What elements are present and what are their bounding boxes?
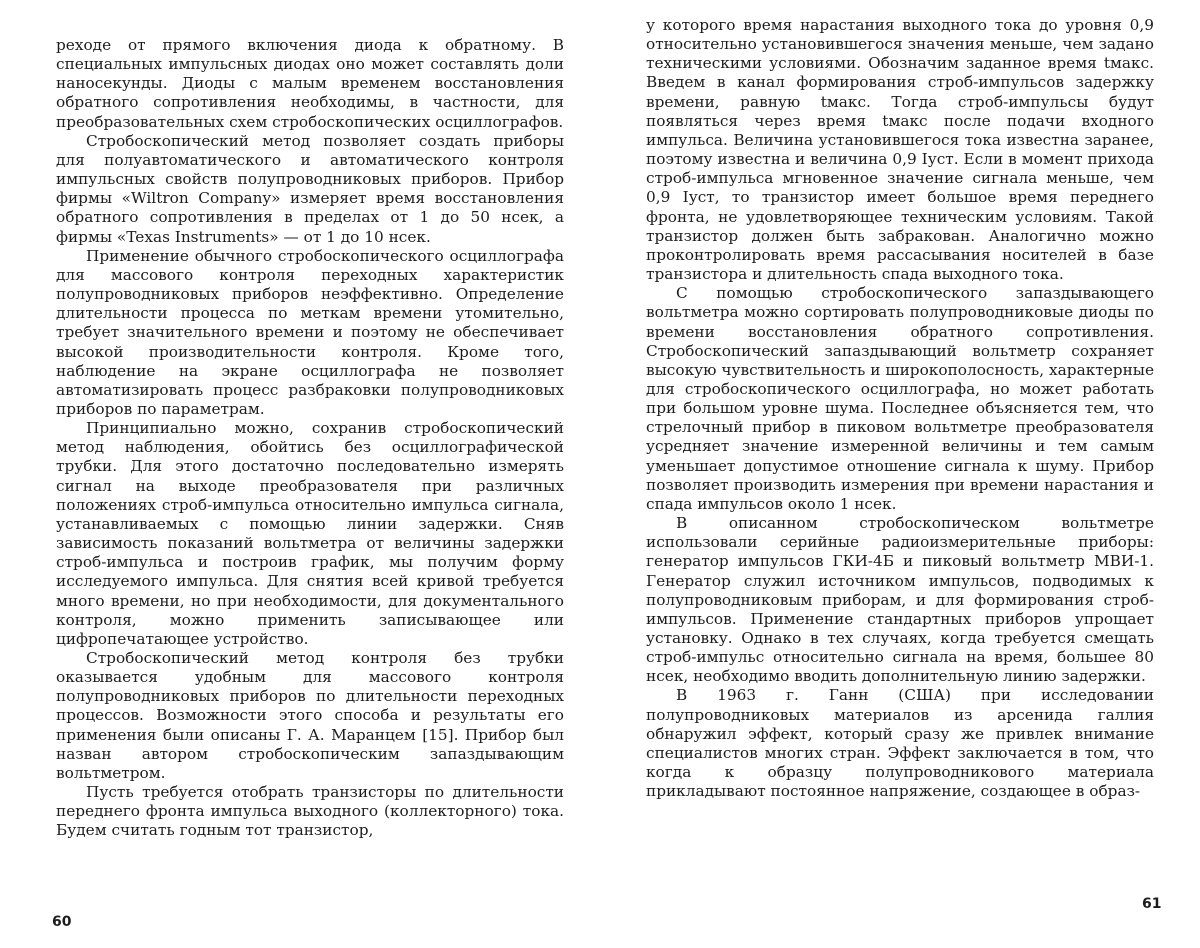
paragraph: Применение обычного стробоскопического осциллографа для массового контроля переходных характеристик полупроводниковых приборов неэффективно. Определение длительности процесса по меткам времени утомительно, требует значительного времени и поэтому не обеспечивает высокой производительности контроля. Кроме того, наблюдение на экране осциллографа не позволяет автоматизировать процесс разбраковки полупроводниковых приборов по параметрам. xyxy=(56,246,564,418)
right-page xyxy=(600,0,1200,948)
paragraph: Принципиально можно, сохранив стробоскопический метод наблюдения, обойтись без осциллографической трубки. Для этого достаточно последовательно измерять сигнал на выходе преобразователя при различных положениях строб-импульса относительно импульса сигнала, устанавливаемых с помощью линии задержки. Сняв зависимость показаний вольтметра от величины задержки строб-импульса и построив график, мы получим форму исследуемого импульса. Для снятия всей кривой требуется много времени, но при необходимости, для документального контроля, можно применить записывающее или цифропечатающее устройство. xyxy=(56,419,564,648)
paragraph: у которого время нарастания выходного тока до уровня 0,9 относительно установившегося значения меньше, чем задано техническими условиями. Обозначим заданное время tмакс. Введем в канал формирования строб-импульсов задержку времени, равную tмакс. Тогда строб-импульсы будут появляться через время tмакс после подачи входного импульса. Величина установившегося тока известна заранее, поэтому известна и величина 0,9 Iуст. Если в момент прихода строб-импульса мгновенное значение сигнала меньше, чем 0,9 Iуст, то транзистор имеет большое время переднего фронта, не удовлетворяющее техническим условиям. Такой транзистор должен быть забракован. Аналогично можно проконтролировать время рассасывания носителей в базе транзистора и длительность спада выходного тока. xyxy=(646,16,1154,284)
paragraph: В 1963 г. Ганн (США) при исследовании полупроводниковых материалов из арсенида галлия обнаружил эффект, который сразу же привлек внимание специалистов многих стран. Эффект заключается в том, что когда к образцу полупроводникового материала прикладывают постоянное напряжение, создающее в образ- xyxy=(646,686,1154,801)
paragraph: С помощью стробоскопического запаздывающего вольтметра можно сортировать полупроводниковые диоды по времени восстановления обратного сопротивления. Стробоскопический запаздывающий вольтметр сохраняет высокую чувствительность и широкополосность, характерные для стробоскопического осциллографа, но может работать при большом уровне шума. Последнее объясняется тем, что стрелочный прибор в пиковом вольтметре преобразователя усредняет значение измеренной величины и тем самым уменьшает допустимое отношение сигнала к шуму. Прибор позволяет производить измерения при времени нарастания и спада импульсов около 1 нсек. xyxy=(646,284,1154,513)
left-page-text xyxy=(56,36,564,841)
paragraph: Стробоскопический метод контроля без трубки оказывается удобным для массового контроля полупроводниковых приборов по длительности переходных процессов. Возможности этого способа и результаты его применения были описаны Г. А. Маранцем [15]. Прибор был назван автором стробоскопическим запаздывающим вольтметром. xyxy=(56,649,564,782)
page-number: 60 xyxy=(52,914,72,930)
paragraph: реходе от прямого включения диода к обратному. В специальных импульсных диодах оно может составлять доли наносекунды. Диоды с малым временем восстановления обратного сопротивления необходимы, в частности, для преобразовательных схем стробоскопических осциллографов. xyxy=(56,36,564,131)
paragraph: Пусть требуется отобрать транзисторы по длительности переднего фронта импульса выходного (коллекторного) тока. Будем считать годным тот транзистор, xyxy=(56,783,564,840)
page-number: 61 xyxy=(1142,896,1162,912)
paragraph: Стробоскопический метод позволяет создать приборы для полуавтоматического и автоматического контроля импульсных свойств полупроводниковых приборов. Прибор фирмы «Wiltron Company» измеряет время восстановления обратного сопротивления в пределах от 1 до 50 нсек, а фирмы «Texas Instruments» — от 1 до 10 нсек. xyxy=(56,131,564,246)
paragraph: В описанном стробоскопическом вольтметре использовали серийные радиоизмерительные приборы: генератор импульсов ГКИ-4Б и пиковый вольтметр МВИ-1. Генератор служил источником импульсов, подводимых к полупроводниковым приборам, и для формирования строб-импульсов. Применение стандартных приборов упрощает установку. Однако в тех случаях, когда требуется смещать строб-импульс относительно сигнала на время, большее 80 нсек, необходимо вводить дополнительную линию задержки. xyxy=(646,514,1154,686)
right-page-text xyxy=(646,16,1154,801)
